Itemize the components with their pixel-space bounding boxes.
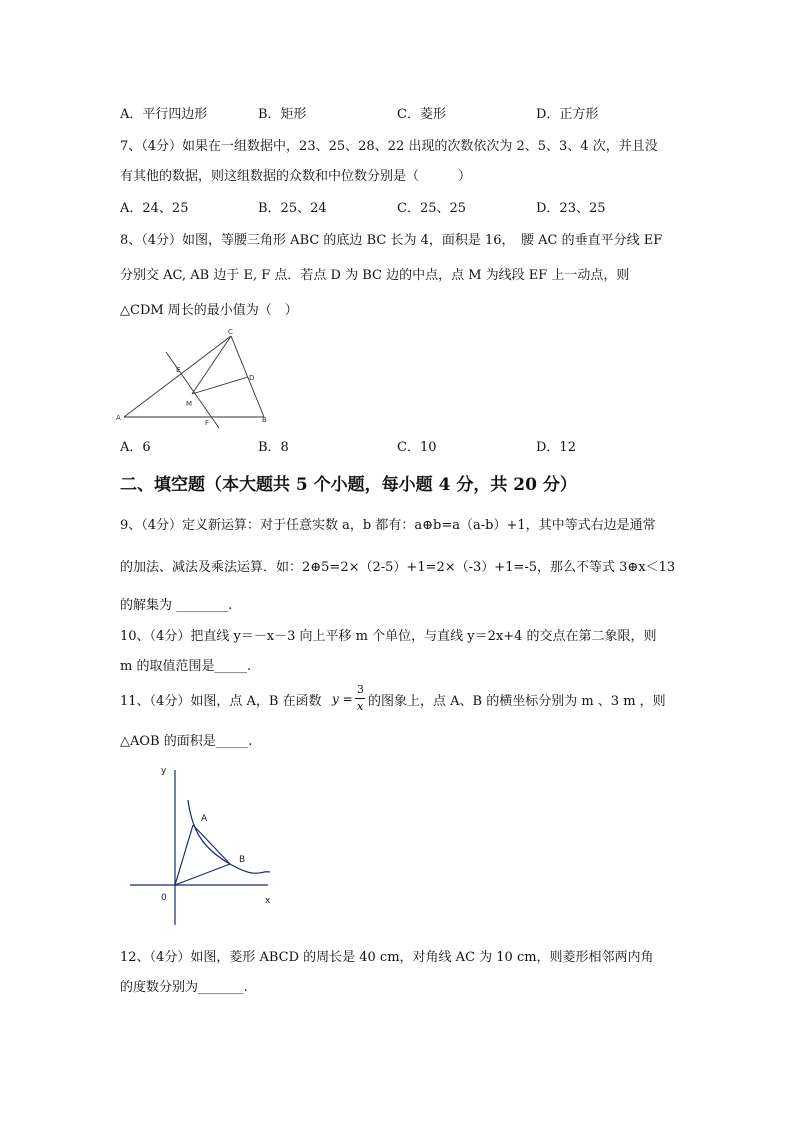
q7-option-b: B．25、24 xyxy=(258,201,327,216)
q8-option-a: A．6 xyxy=(120,440,151,455)
q7-option-c: C．25、25 xyxy=(397,201,467,216)
q7-option-d: D．23、25 xyxy=(536,201,606,216)
label-m: M xyxy=(186,400,193,408)
origin-label: 0 xyxy=(161,893,167,903)
label-c: C xyxy=(228,328,233,336)
q11-func-y: y = xyxy=(332,692,353,706)
q9-line2: 的加法、减法及乘法运算．如：2⊕5=2×（2-5）+1=2×（-3）+1=-5，那么不等式 3⊕x＜13 xyxy=(120,560,676,575)
q11-func-numerator: 3 xyxy=(357,683,364,696)
q11-line2: △AOB 的面积是_____. xyxy=(120,734,253,749)
q11-function-expression xyxy=(332,683,372,717)
q12-line1: 12、（4分）如图，菱形 ABCD 的周长是 40 cm，对角线 AC 为 10 cm，则菱形相邻两内角 xyxy=(120,950,654,965)
q11-line1-pre: 11、（4分）如图，点 A，B 在函数 xyxy=(120,694,322,709)
q11-func-denominator: x xyxy=(357,700,364,713)
q8-line1: 8、（4分）如图，等腰三角形 ABC 的底边 BC 长为 4，面积是 16， 腰 AC 的垂直平分线 EF xyxy=(120,233,663,248)
q7-line1: 7、（4分）如果在一组数据中，23、25、28、22 出现的次数依次为 2、5、3、4 次，并且没 xyxy=(120,139,658,154)
q8-option-d: D．12 xyxy=(536,440,576,455)
q11-graph-figure xyxy=(120,760,280,930)
point-a-label: A xyxy=(201,814,208,824)
q8-triangle-figure xyxy=(116,325,276,430)
q8-line2: 分别交 AC, AB 边于 E, F 点．若点 D 为 BC 边的中点，点 M 为线段 EF 上一动点，则 xyxy=(120,268,630,283)
label-b: B xyxy=(262,416,267,424)
q10-line2: m 的取值范围是_____. xyxy=(120,659,252,674)
label-e: E xyxy=(176,366,181,374)
label-d: D xyxy=(249,374,255,382)
q6-option-b: B．矩形 xyxy=(258,107,307,122)
q9-line3: 的解集为 ________. xyxy=(120,598,233,613)
axis-y-label: y xyxy=(161,766,167,776)
point-b-label: B xyxy=(239,855,246,865)
section2-title: 二、填空题（本大题共 5 个小题，每小题 4 分，共 20 分） xyxy=(120,475,577,495)
q7-line2: 有其他的数据，则这组数据的众数和中位数分别是（ ） xyxy=(120,169,472,184)
q7-option-a: A．24、25 xyxy=(120,201,189,216)
label-f: F xyxy=(205,419,210,427)
q8-line3: △CDM 周长的最小值为（ ） xyxy=(120,303,298,318)
q11-line1-post: 的图象上，点 A、B 的横坐标分别为 m 、3 m ，则 xyxy=(368,694,666,709)
q10-line1: 10、（4分）把直线 y＝－x－3 向上平移 m 个单位，与直线 y＝2x+4 的交点在第二象限，则 xyxy=(120,629,657,644)
q12-line2: 的度数分别为_______. xyxy=(120,980,248,995)
q6-option-c: C．菱形 xyxy=(397,107,446,122)
q6-option-d: D．正方形 xyxy=(536,107,599,122)
q11-fraction-bar xyxy=(355,698,365,699)
axis-x-label: x xyxy=(265,896,271,906)
q6-option-a: A．平行四边形 xyxy=(120,107,208,122)
label-a: A xyxy=(116,414,121,422)
q8-option-b: B．8 xyxy=(258,440,289,455)
q8-option-c: C．10 xyxy=(397,440,437,455)
q9-line1: 9、（4分）定义新运算：对于任意实数 a，b 都有：a⊕b=a（a-b）+1，其中等式右边是通常 xyxy=(120,518,656,533)
